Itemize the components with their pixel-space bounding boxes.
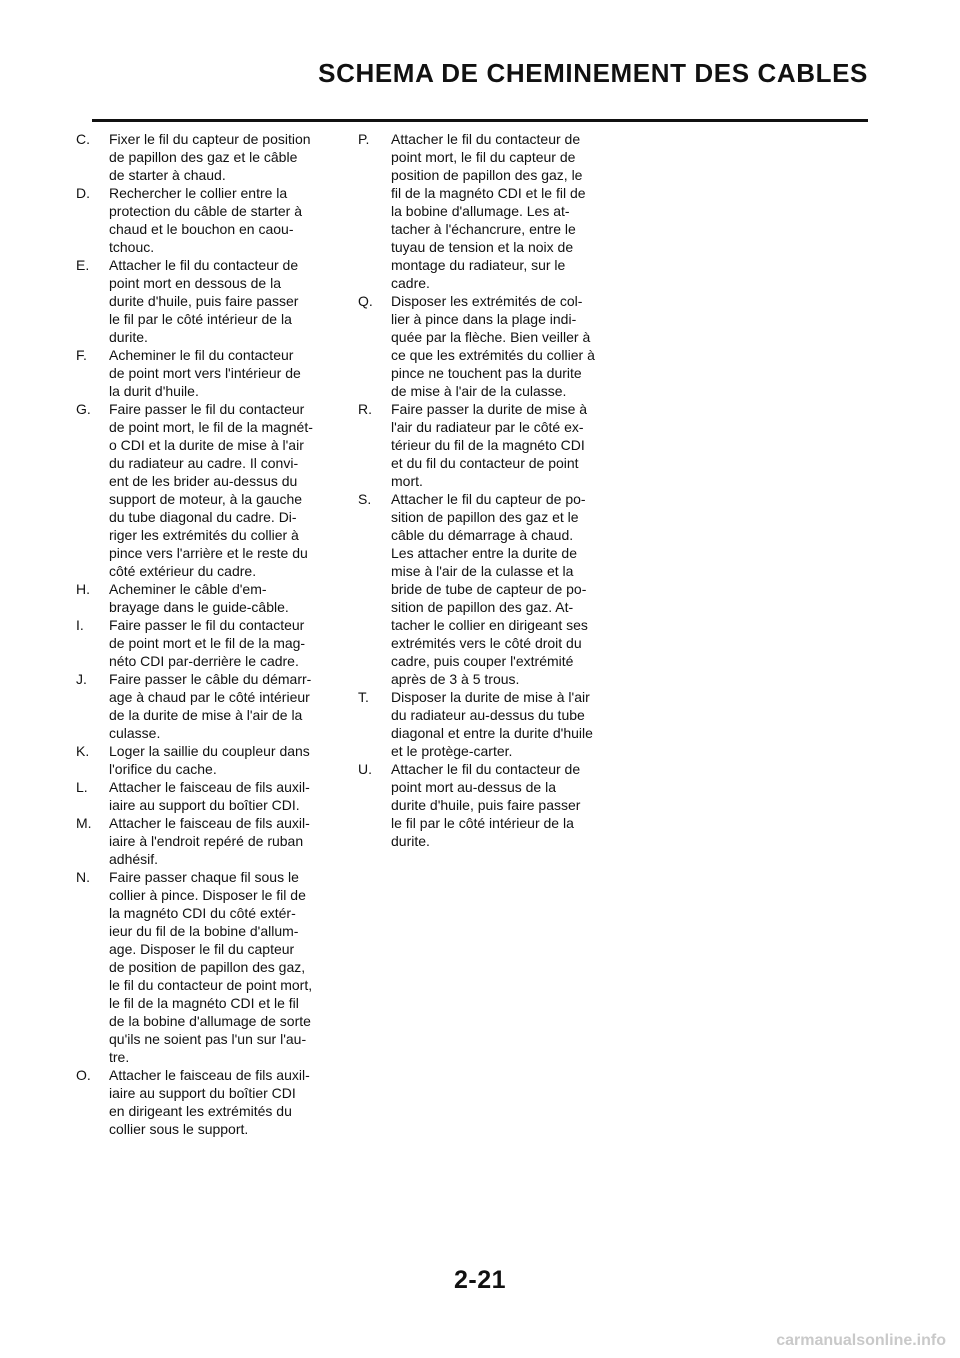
item-text-line: le fil de la magnéto CDI et le fil <box>109 995 299 1011</box>
item-text-line: culasse. <box>109 725 161 741</box>
item-text-line: de point mort et le fil de la mag- <box>109 635 306 651</box>
item-text-line: Fixer le fil du capteur de position <box>109 131 311 147</box>
item-letter: M. <box>76 815 92 831</box>
item-letter: R. <box>358 401 372 417</box>
item-letter: T. <box>358 689 369 705</box>
item-letter: F. <box>76 347 87 363</box>
instruction-item <box>358 400 620 490</box>
item-text-line: la magnéto CDI du côté extér- <box>109 905 296 921</box>
instruction-item <box>358 688 620 760</box>
instruction-item <box>76 580 338 616</box>
item-text-line: le fil du contacteur de point mort, <box>109 977 313 993</box>
item-letter: U. <box>358 761 372 777</box>
item-text-line: de papillon des gaz et le câble <box>109 149 298 165</box>
item-text-line: néto CDI par-derrière le cadre. <box>109 653 299 669</box>
item-text-line: de point mort vers l'intérieur de <box>109 365 301 381</box>
item-text-line: le fil par le côté intérieur de la <box>109 311 292 327</box>
item-text-line: Attacher le faisceau de fils auxil- <box>109 1067 310 1083</box>
item-text-line: extrémités vers le côté droit du <box>391 635 582 651</box>
instruction-item <box>76 742 338 778</box>
right-column <box>358 130 620 850</box>
item-text-line: durite d'huile, puis faire passer <box>109 293 299 309</box>
left-column <box>76 130 338 1138</box>
item-text-line: durite d'huile, puis faire passer <box>391 797 581 813</box>
item-text-line: de mise à l'air de la culasse. <box>391 383 567 399</box>
item-text-line: collier sous le support. <box>109 1121 249 1137</box>
item-text-line: Attacher le faisceau de fils auxil- <box>109 779 310 795</box>
item-letter: C. <box>76 131 90 147</box>
item-text-line: Attacher le fil du contacteur de <box>109 257 299 273</box>
item-text-line: Faire passer le fil du contacteur <box>109 401 305 417</box>
item-letter: K. <box>76 743 90 759</box>
item-letter: Q. <box>358 293 373 309</box>
instruction-item <box>358 760 620 850</box>
item-text-line: Faire passer la durite de mise à <box>391 401 588 417</box>
item-text-line: tacher à l'échancrure, entre le <box>391 221 576 237</box>
item-text-line: tre. <box>109 1049 130 1065</box>
item-text-line: bride de tube de capteur de po- <box>391 581 587 597</box>
item-text-line: sition de papillon des gaz et le <box>391 509 579 525</box>
item-text-line: Rechercher le collier entre la <box>109 185 288 201</box>
item-text-line: cadre. <box>391 275 430 291</box>
item-text-line: en dirigeant les extrémités du <box>109 1103 292 1119</box>
item-text <box>109 580 338 616</box>
item-letter: O. <box>76 1067 91 1083</box>
item-text-line: durite. <box>109 329 148 345</box>
item-text-line: Attacher le fil du capteur de po- <box>391 491 586 507</box>
item-text-line: de starter à chaud. <box>109 167 226 183</box>
item-letter: E. <box>76 257 90 273</box>
item-text-line: support de moteur, à la gauche <box>109 491 303 507</box>
instruction-item <box>76 670 338 742</box>
item-text-line: adhésif. <box>109 851 159 867</box>
item-text-line: tacher le collier en dirigeant ses <box>391 617 588 633</box>
item-text-line: de position de papillon des gaz, <box>109 959 306 975</box>
item-text-line: l'orifice du cache. <box>109 761 217 777</box>
item-text-line: lier à pince dans la plage indi- <box>391 311 577 327</box>
item-text-line: quée par la flèche. Bien veiller à <box>391 329 591 345</box>
item-text-line: ce que les extrémités du collier à <box>391 347 595 363</box>
watermark: carmanualsonline.info <box>776 1332 946 1349</box>
item-text-line: l'air du radiateur par le côté ex- <box>391 419 584 435</box>
item-letter: H. <box>76 581 90 597</box>
instruction-item <box>76 184 338 256</box>
item-text <box>109 184 338 256</box>
item-text-line: térieur du fil de la magnéto CDI <box>391 437 585 453</box>
item-text-line: point mort au-dessus de la <box>391 779 556 795</box>
instruction-item <box>76 400 338 580</box>
instruction-item <box>358 292 620 400</box>
item-text-line: iaire à l'endroit repéré de ruban <box>109 833 304 849</box>
item-text-line: Attacher le faisceau de fils auxil- <box>109 815 310 831</box>
item-text-line: la bobine d'allumage. Les at- <box>391 203 570 219</box>
item-text <box>109 400 338 580</box>
item-letter: I. <box>76 617 84 633</box>
instruction-item <box>76 346 338 400</box>
instruction-item <box>76 1066 338 1138</box>
item-text <box>391 130 620 292</box>
item-text-line: après de 3 à 5 trous. <box>391 671 520 687</box>
item-text-line: chaud et le bouchon en caou- <box>109 221 294 237</box>
item-text-line: sition de papillon des gaz. At- <box>391 599 574 615</box>
item-text-line: Faire passer le fil du contacteur <box>109 617 305 633</box>
item-text-line: du tube diagonal du cadre. Di- <box>109 509 297 525</box>
item-text <box>109 130 338 184</box>
item-letter: N. <box>76 869 90 885</box>
item-text <box>109 742 338 778</box>
item-text-line: iaire au support du boîtier CDI <box>109 1085 296 1101</box>
item-text-line: du radiateur au-dessus du tube <box>391 707 585 723</box>
item-text-line: de la durite de mise à l'air de la <box>109 707 303 723</box>
item-text-line: pince ne touchent pas la durite <box>391 365 582 381</box>
page-title: SCHEMA DE CHEMINEMENT DES CABLES <box>318 58 868 88</box>
item-text <box>391 760 620 850</box>
item-text-line: Faire passer le câble du démarr- <box>109 671 312 687</box>
item-text-line: montage du radiateur, sur le <box>391 257 566 273</box>
item-text <box>391 490 620 688</box>
item-text-line: mort. <box>391 473 423 489</box>
item-text-line: tuyau de tension et la noix de <box>391 239 574 255</box>
item-text-line: ent de les brider au-dessus du <box>109 473 298 489</box>
item-text-line: Disposer les extrémités de col- <box>391 293 583 309</box>
item-text-line: et du fil du contacteur de point <box>391 455 579 471</box>
item-text-line: Loger la saillie du coupleur dans <box>109 743 310 759</box>
item-text-line: Attacher le fil du contacteur de <box>391 131 581 147</box>
item-text-line: du radiateur au cadre. Il convi- <box>109 455 299 471</box>
header-rule <box>92 119 868 122</box>
item-text-line: et le protège-carter. <box>391 743 513 759</box>
item-text-line: Disposer la durite de mise à l'air <box>391 689 590 705</box>
item-text-line: Faire passer chaque fil sous le <box>109 869 299 885</box>
item-text-line: de la bobine d'allumage de sorte <box>109 1013 311 1029</box>
item-text-line: cadre, puis couper l'extrémité <box>391 653 574 669</box>
instruction-item <box>76 868 338 1066</box>
item-text <box>391 292 620 400</box>
item-letter: D. <box>76 185 90 201</box>
item-text-line: mise à l'air de la culasse et la <box>391 563 574 579</box>
item-text <box>109 1066 338 1138</box>
page-number: 2-21 <box>453 1266 507 1294</box>
item-text-line: tchouc. <box>109 239 155 255</box>
item-text <box>391 688 620 760</box>
item-text-line: Les attacher entre la durite de <box>391 545 578 561</box>
instruction-item <box>76 130 338 184</box>
item-text-line: iaire au support du boîtier CDI. <box>109 797 300 813</box>
item-text-line: point mort, le fil du capteur de <box>391 149 576 165</box>
item-text-line: la durit d'huile. <box>109 383 199 399</box>
item-text-line: protection du câble de starter à <box>109 203 303 219</box>
item-letter: S. <box>358 491 372 507</box>
instruction-item <box>76 814 338 868</box>
item-text-line: diagonal et entre la durite d'huile <box>391 725 593 741</box>
instruction-item <box>76 616 338 670</box>
item-text-line: riger les extrémités du collier à <box>109 527 299 543</box>
item-text-line: point mort en dessous de la <box>109 275 281 291</box>
item-text-line: Acheminer le câble d'em- <box>109 581 267 597</box>
item-text <box>109 346 338 400</box>
item-text <box>109 670 338 742</box>
item-letter: L. <box>76 779 88 795</box>
item-text-line: collier à pince. Disposer le fil de <box>109 887 306 903</box>
item-text-line: ieur du fil de la bobine d'allum- <box>109 923 299 939</box>
item-text-line: côté extérieur du cadre. <box>109 563 257 579</box>
item-text-line: age. Disposer le fil du capteur <box>109 941 295 957</box>
item-text-line: Attacher le fil du contacteur de <box>391 761 581 777</box>
item-text-line: position de papillon des gaz, le <box>391 167 583 183</box>
item-letter: P. <box>358 131 370 147</box>
item-text-line: durite. <box>391 833 430 849</box>
item-text-line: câble du démarrage à chaud. <box>391 527 574 543</box>
item-text-line: Acheminer le fil du contacteur <box>109 347 294 363</box>
item-letter: J. <box>76 671 87 687</box>
item-text-line: le fil par le côté intérieur de la <box>391 815 574 831</box>
item-text <box>109 778 338 814</box>
instruction-item <box>358 130 620 292</box>
instruction-item <box>358 490 620 688</box>
item-text-line: fil de la magnéto CDI et le fil de <box>391 185 586 201</box>
instruction-item <box>76 778 338 814</box>
item-text <box>109 616 338 670</box>
item-text <box>109 256 338 346</box>
item-letter: G. <box>76 401 91 417</box>
instruction-item <box>76 256 338 346</box>
item-text-line: age à chaud par le côté intérieur <box>109 689 310 705</box>
item-text <box>109 814 338 868</box>
item-text-line: pince vers l'arrière et le reste du <box>109 545 308 561</box>
item-text-line: de point mort, le fil de la magnét- <box>109 419 313 435</box>
item-text <box>391 400 620 490</box>
item-text <box>109 868 338 1066</box>
item-text-line: o CDI et la durite de mise à l'air <box>109 437 304 453</box>
item-text-line: qu'ils ne soient pas l'un sur l'au- <box>109 1031 307 1047</box>
item-text-line: brayage dans le guide-câble. <box>109 599 289 615</box>
